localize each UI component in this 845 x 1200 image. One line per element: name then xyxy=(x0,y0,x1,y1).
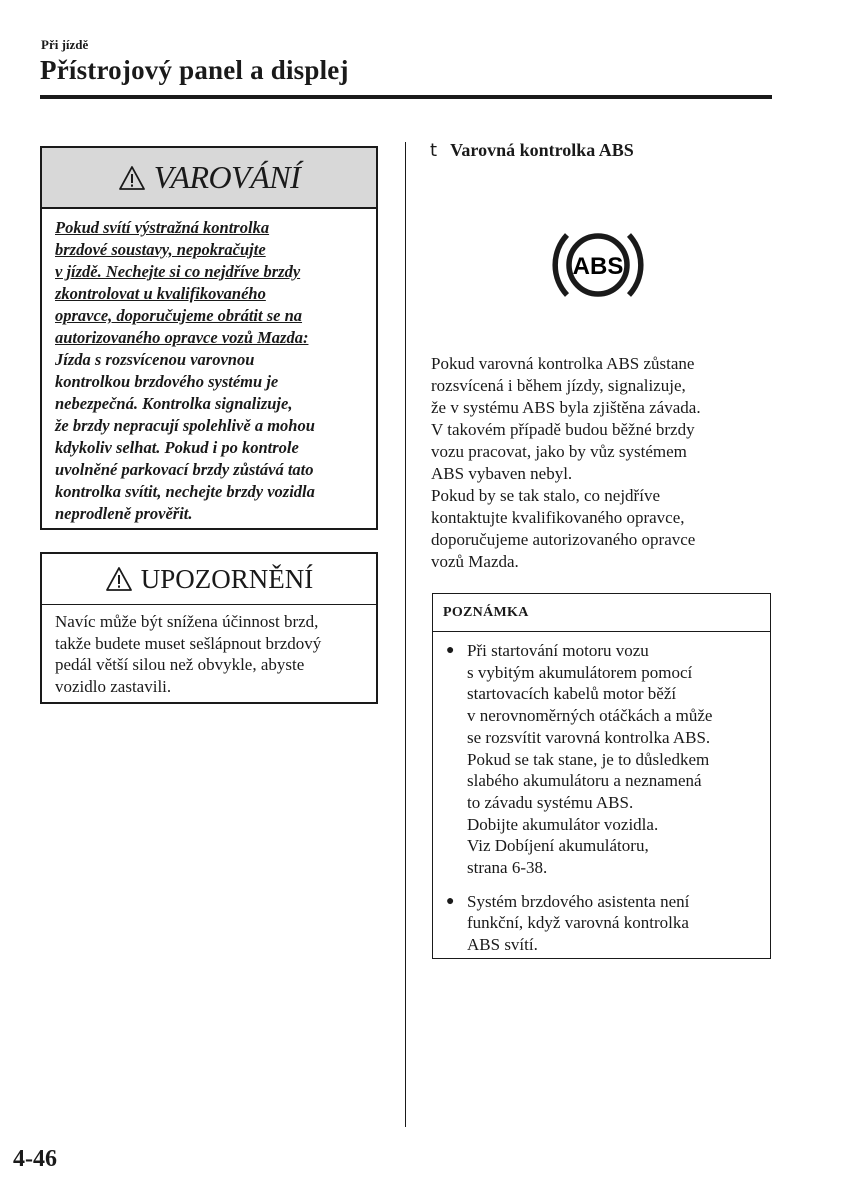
section-label: Při jízdě xyxy=(41,37,89,52)
abs-text-line: doporučujeme autorizovaného opravce xyxy=(431,530,696,549)
abs-text-line: vozů Mazda. xyxy=(431,552,519,571)
note-line: strana 6-38. xyxy=(467,858,548,878)
note-line: startovacích kabelů motor běží xyxy=(467,684,677,704)
warning-header xyxy=(42,148,376,209)
note-line: Viz Dobíjení akumulátoru, xyxy=(467,836,649,856)
warning-text xyxy=(42,209,376,525)
title-rule xyxy=(40,95,772,99)
abs-text-line: vozu pracovat, jako by vůz systémem xyxy=(431,442,687,461)
caution-triangle-icon xyxy=(105,566,133,592)
warning-line: Pokud svítí výstražná kontrolka xyxy=(55,218,270,237)
warning-line: brzdové soustavy, nepokračujte xyxy=(55,240,266,259)
warning-line: v jízdě. Nechejte si co nejdříve brzdy xyxy=(55,262,301,281)
abs-text-line: Pokud varovná kontrolka ABS zůstane xyxy=(431,354,695,373)
warning-line: zkontrolovat u kvalifikovaného xyxy=(55,284,266,303)
warning-triangle-icon xyxy=(118,165,146,191)
warning-line: kontrolka svítit, nechejte brzdy vozidla xyxy=(55,482,315,501)
abs-text-line: Pokud by se tak stalo, co nejdříve xyxy=(431,486,660,505)
column-divider xyxy=(405,142,406,1127)
warning-line: nebezpečná. Kontrolka signalizuje, xyxy=(55,394,293,413)
warning-line: uvolněné parkovací brzdy zůstává tato xyxy=(55,460,314,479)
bullet-icon: ● xyxy=(446,893,455,909)
note-title: POZNÁMKA xyxy=(433,594,770,632)
list-item xyxy=(433,640,770,879)
abs-section-heading xyxy=(430,140,634,161)
abs-text-line: že v systému ABS byla zjištěna závada. xyxy=(431,398,701,417)
abs-description xyxy=(431,353,771,573)
caution-title: UPOZORNĚNÍ xyxy=(140,563,314,594)
note-line: ABS svítí. xyxy=(467,935,538,955)
page-title: Přístrojový panel a displej xyxy=(40,55,349,85)
note-line: se rozsvítit varovná kontrolka ABS. xyxy=(467,727,711,747)
note-box xyxy=(432,593,771,959)
warning-line: opravce, doporučujeme obrátit se na xyxy=(55,306,303,325)
warning-line: že brzdy nepracují spolehlivě a mohou xyxy=(55,416,315,435)
abs-text-line: ABS vybaven nebyl. xyxy=(431,464,573,483)
warning-line: Jízda s rozsvícenou varovnou xyxy=(55,350,255,369)
warning-line: autorizovaného opravce vozů Mazda: xyxy=(55,328,309,347)
list-item xyxy=(433,891,770,956)
caution-text xyxy=(42,605,376,697)
note-list xyxy=(433,632,770,956)
caution-line: Navíc může být snížena účinnost brzd, xyxy=(55,612,319,631)
note-line: s vybitým akumulátorem pomocí xyxy=(467,662,693,682)
page-number: 4-46 xyxy=(13,1146,57,1172)
caution-line: vozidlo zastavili. xyxy=(55,676,172,696)
abs-warning-icon xyxy=(548,226,648,304)
abs-text-line: rozsvícená i během jízdy, signalizuje, xyxy=(431,376,686,395)
abs-icon-label: ABS xyxy=(572,253,624,280)
note-line: Pokud se tak stane, je to důsledkem xyxy=(467,749,710,769)
caution-box xyxy=(40,552,378,704)
note-line: funkční, když varovná kontrolka xyxy=(467,913,689,933)
caution-line: takže budete muset sešlápnout brzdový xyxy=(55,633,322,653)
warning-line: kdykoliv selhat. Pokud i po kontrole xyxy=(55,438,299,457)
warning-box xyxy=(40,146,378,530)
caution-line: pedál větší silou než obvykle, abyste xyxy=(55,655,305,674)
heading-marker: t xyxy=(430,140,438,161)
warning-line: kontrolkou brzdového systému je xyxy=(55,372,279,391)
note-line: to závadu systému ABS. xyxy=(467,792,634,812)
note-line: Při startování motoru vozu xyxy=(467,641,649,660)
abs-heading-text: Varovná kontrolka ABS xyxy=(450,140,634,160)
note-line: Systém brzdového asistenta není xyxy=(467,891,690,911)
caution-header xyxy=(42,554,376,605)
note-line: v nerovnoměrných otáčkách a může xyxy=(467,706,713,726)
note-line: Dobijte akumulátor vozidla. xyxy=(467,814,659,834)
abs-text-line: V takovém případě budou běžné brzdy xyxy=(431,420,695,439)
bullet-icon: ● xyxy=(446,643,455,658)
warning-line: neprodleně prověřit. xyxy=(55,504,193,523)
abs-text-line: kontaktujte kvalifikovaného opravce, xyxy=(431,508,685,527)
note-line: slabého akumulátoru a neznamená xyxy=(467,771,702,791)
warning-title: VAROVÁNÍ xyxy=(153,159,301,195)
